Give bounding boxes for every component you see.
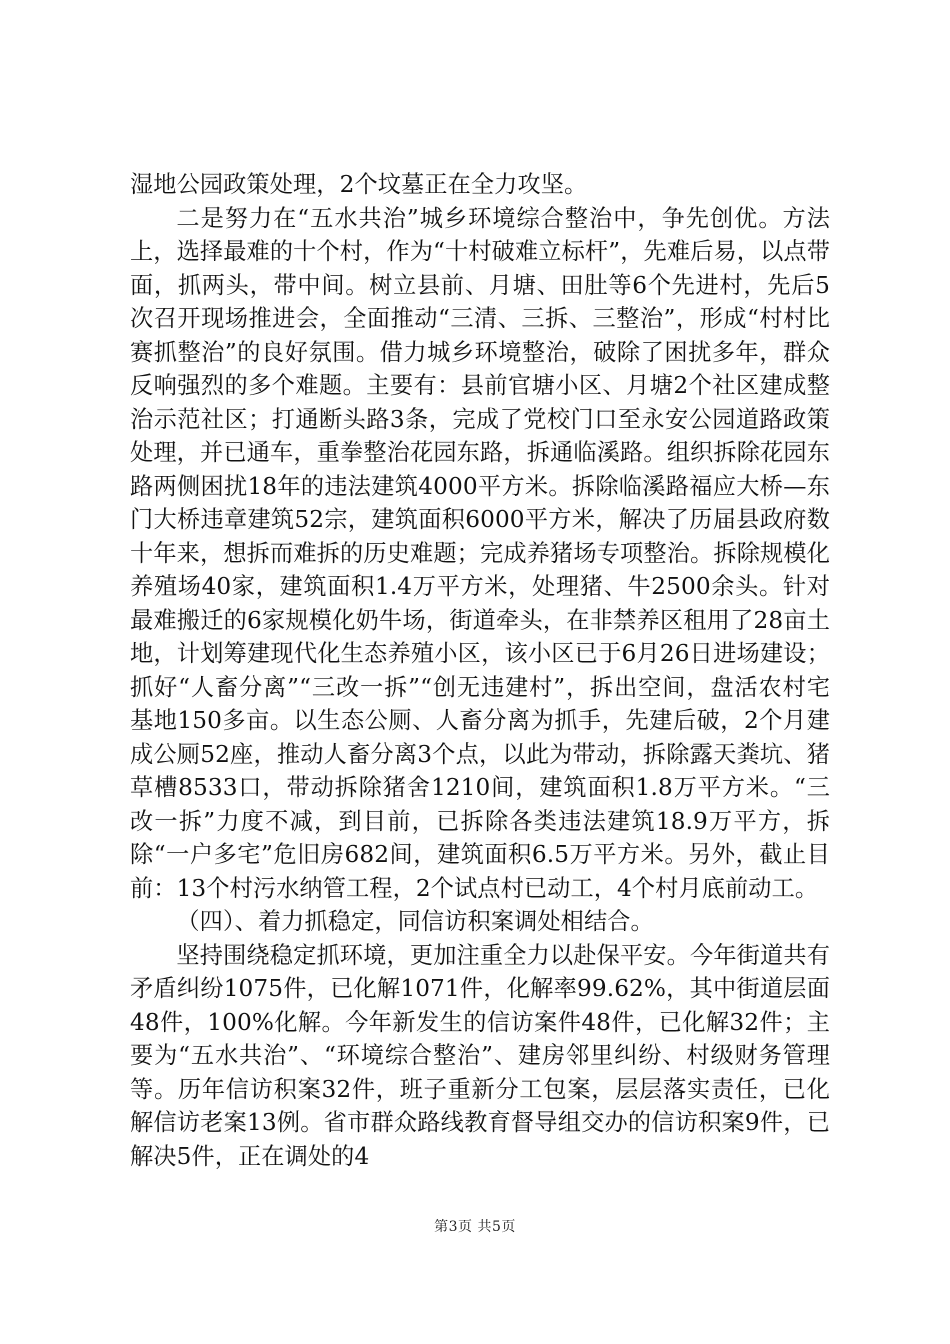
body-text xyxy=(130,168,830,1173)
paragraph-petition-cases: 坚持围绕稳定抓环境，更加注重全力以赴保平安。今年街道共有矛盾纠纷1075件，已化解1071件，化解率99.62%，其中街道层面48件，100%化解。今年新发生的信访案件48件，已化解32件；主要为“五水共治”、“环境综合整治”、建房邻里纠纷、村级财务管理等。历年信访积案32件，班子重新分工包案，层层落实责任，已化解信访老案13例。省市群众路线教育督导组交办的信访积案9件，已解决5件，正在调处的4 xyxy=(130,941,830,1170)
page-footer: 第3页 共5页 xyxy=(434,1219,516,1235)
section-heading-stability: （四）、着力抓稳定，同信访积案调处相结合。 xyxy=(176,908,654,935)
paragraph-continuation: 湿地公园政策处理，2个坟墓正在全力攻坚。 xyxy=(130,171,588,198)
paragraph-environment-rectification: 二是努力在“五水共治”城乡环境综合整治中，争先创优。方法上，选择最难的十个村，作为“十村破难立标杆”，先难后易，以点带面，抓两头，带中间。树立县前、月塘、田肚等6个先进村，先后5次召开现场推进会，全面推动“三清、三拆、三整治”，形成“村村比赛抓整治”的良好氛围。借力城乡环境整治，破除了困扰多年，群众反响强烈的多个难题。主要有：县前官塘小区、月塘2个社区建成整治示范社区；打通断头路3条，完成了党校门口至永安公园道路政策处理，并已通车，重拳整治花园东路，拆通临溪路。组织拆除花园东路两侧困扰18年的违法建筑4000平方米。拆除临溪路福应大桥—东门大桥违章建筑52宗，建筑面积6000平方米，解决了历届县政府数十年来，想拆而难拆的历史难题；完成养猪场专项整治。拆除规模化养殖场40家，建筑面积1.4万平方米，处理猪、牛2500余头。针对最难搬迁的6家规模化奶牛场，街道牵头，在非禁养区租用了28亩土地，计划筹建现代化生态养殖小区，该小区已于6月26日进场建设；抓好“人畜分离”“三改一拆”“创无违建村”，拆出空间，盘活农村宅基地150多亩。以生态公厕、人畜分离为抓手，先建后破，2个月建成公厕52座，推动人畜分离3个点，以此为带动，拆除露天粪坑、猪草槽8533口，带动拆除猪舍1210间，建筑面积1.8万平方米。“三改一拆”力度不减，到目前，已拆除各类违法建筑18.9万平方，拆除“一户多宅”危旧房682间，建筑面积6.5万平方米。另外，截止目前：13个村污水纳管工程，2个试点村已动工，4个村月底前动工。 xyxy=(130,204,830,902)
